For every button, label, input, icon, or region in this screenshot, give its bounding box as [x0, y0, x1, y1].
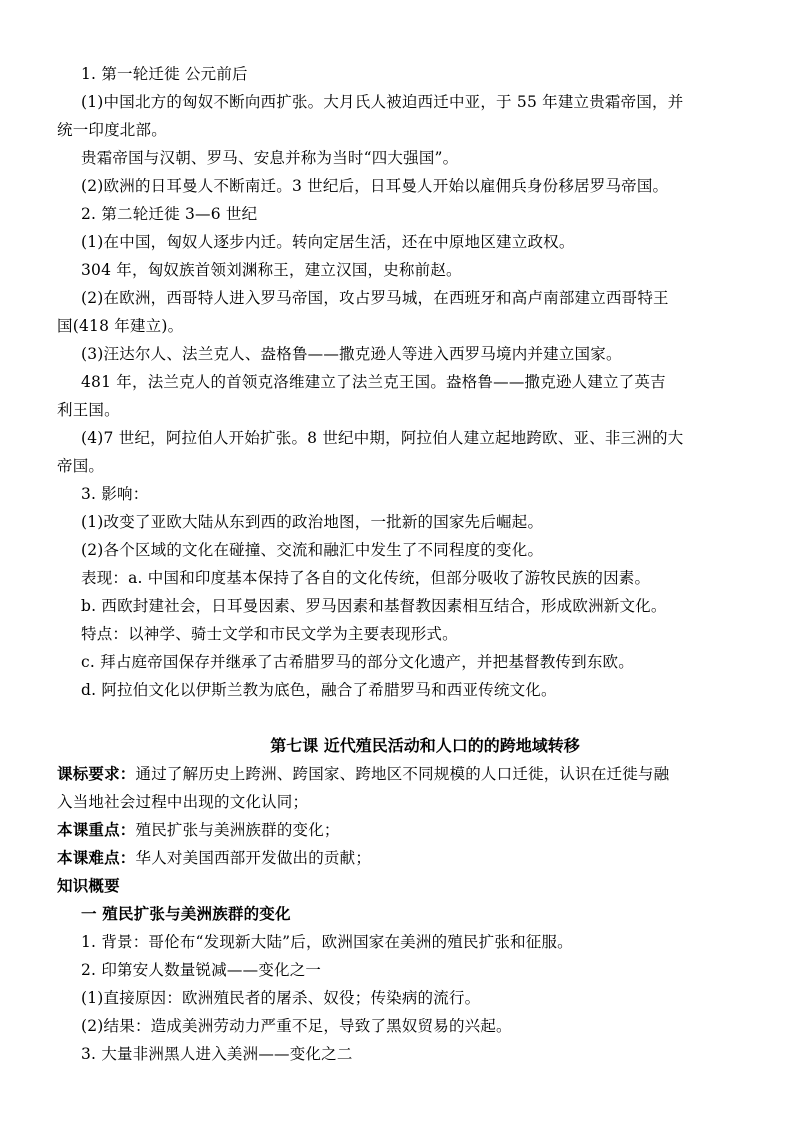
text-line: (2)在欧洲，西哥特人进入罗马帝国，攻占罗马城，在西班牙和高卢南部建立西哥特王 — [81, 289, 669, 307]
text-line: 1. 第一轮迁徙 公元前后 — [81, 65, 248, 83]
text-line: (1)在中国，匈奴人逐步内迁。转向定居生活，还在中原地区建立政权。 — [81, 233, 575, 251]
text-line: (2)各个区域的文化在碰撞、交流和融汇中发生了不同程度的变化。 — [81, 541, 544, 559]
text-line: 利王国。 — [57, 401, 120, 419]
text-line: 3. 影响： — [81, 485, 149, 503]
text-line: 入当地社会过程中出现的文化认同； — [57, 793, 309, 811]
text-line: c. 拜占庭帝国保存并继承了古希腊罗马的部分文化遗产，并把基督教传到东欧。 — [81, 653, 634, 671]
text-line: (2)结果：造成美洲劳动力严重不足，导致了黑奴贸易的兴起。 — [81, 1017, 512, 1035]
text-line: (4)7 世纪，阿拉伯人开始扩张。8 世纪中期，阿拉伯人建立起地跨欧、亚、非三洲的大 — [81, 429, 684, 447]
requirement-label: 课标要求： — [57, 764, 136, 783]
text-line: 帝国。 — [57, 457, 105, 475]
text-line: 贵霜帝国与汉朝、罗马、安息并称为当时“四大强国”。 — [81, 149, 459, 167]
focus-label: 本课重点： — [57, 820, 136, 839]
text-line: 国(418 年建立)。 — [57, 317, 184, 335]
text-line: 特点：以神学、骑士文学和市民文学为主要表现形式。 — [81, 625, 458, 643]
text-line: (1)中国北方的匈奴不断向西扩张。大月氏人被迫西迁中亚，于 55 年建立贵霜帝国，并 — [81, 93, 684, 111]
difficulty-text: 华人对美国西部开发做出的贡献； — [135, 849, 372, 867]
text-line: (1)改变了亚欧大陆从东到西的政治地图，一批新的国家先后崛起。 — [81, 513, 544, 531]
focus-text: 殖民扩张与美洲族群的变化； — [135, 821, 340, 839]
text-line: 2. 印第安人数量锐减——变化之一 — [81, 961, 322, 979]
text-line: 1. 背景：哥伦布“发现新大陆”后，欧洲国家在美洲的殖民扩张和征服。 — [81, 933, 573, 951]
text-line: 304 年，匈奴族首领刘渊称王，建立汉国，史称前赵。 — [81, 261, 462, 279]
text-line: d. 阿拉伯文化以伊斯兰教为底色，融合了希腊罗马和西亚传统文化。 — [81, 681, 557, 699]
text-line: b. 西欧封建社会，日耳曼因素、罗马因素和基督教因素相互结合，形成欧洲新文化。 — [81, 597, 667, 615]
lesson-focus — [57, 820, 747, 840]
text-line: (2)欧洲的日耳曼人不断南迁。3 世纪后，日耳曼人开始以雇佣兵身份移居罗马帝国。 — [81, 177, 669, 195]
text-line: (3)汪达尔人、法兰克人、盎格鲁——撒克逊人等进入西罗马境内并建立国家。 — [81, 345, 622, 363]
overview-heading: 知识概要 — [57, 876, 120, 895]
curriculum-requirement — [57, 764, 747, 784]
text-line: 3. 大量非洲黑人进入美洲——变化之二 — [81, 1045, 353, 1063]
lesson-difficulty — [57, 848, 747, 868]
lesson-title: 第七课 近代殖民活动和人口的的跨地域转移 — [270, 736, 580, 755]
section-heading: 一 殖民扩张与美洲族群的变化 — [81, 904, 291, 923]
text-line: (1)直接原因：欧洲殖民者的屠杀、奴役；传染病的流行。 — [81, 989, 481, 1007]
text-line: 表现：a. 中国和印度基本保持了各自的文化传统，但部分吸收了游牧民族的因素。 — [81, 569, 651, 587]
text-line: 统一印度北部。 — [57, 121, 167, 139]
difficulty-label: 本课难点： — [57, 848, 136, 867]
text-line: 481 年，法兰克人的首领克洛维建立了法兰克王国。盎格鲁——撒克逊人建立了英吉 — [81, 373, 666, 391]
text-line: 2. 第二轮迁徙 3—6 世纪 — [81, 205, 258, 223]
requirement-text: 通过了解历史上跨洲、跨国家、跨地区不同规模的人口迁徙，认识在迁徙与融 — [135, 765, 670, 783]
